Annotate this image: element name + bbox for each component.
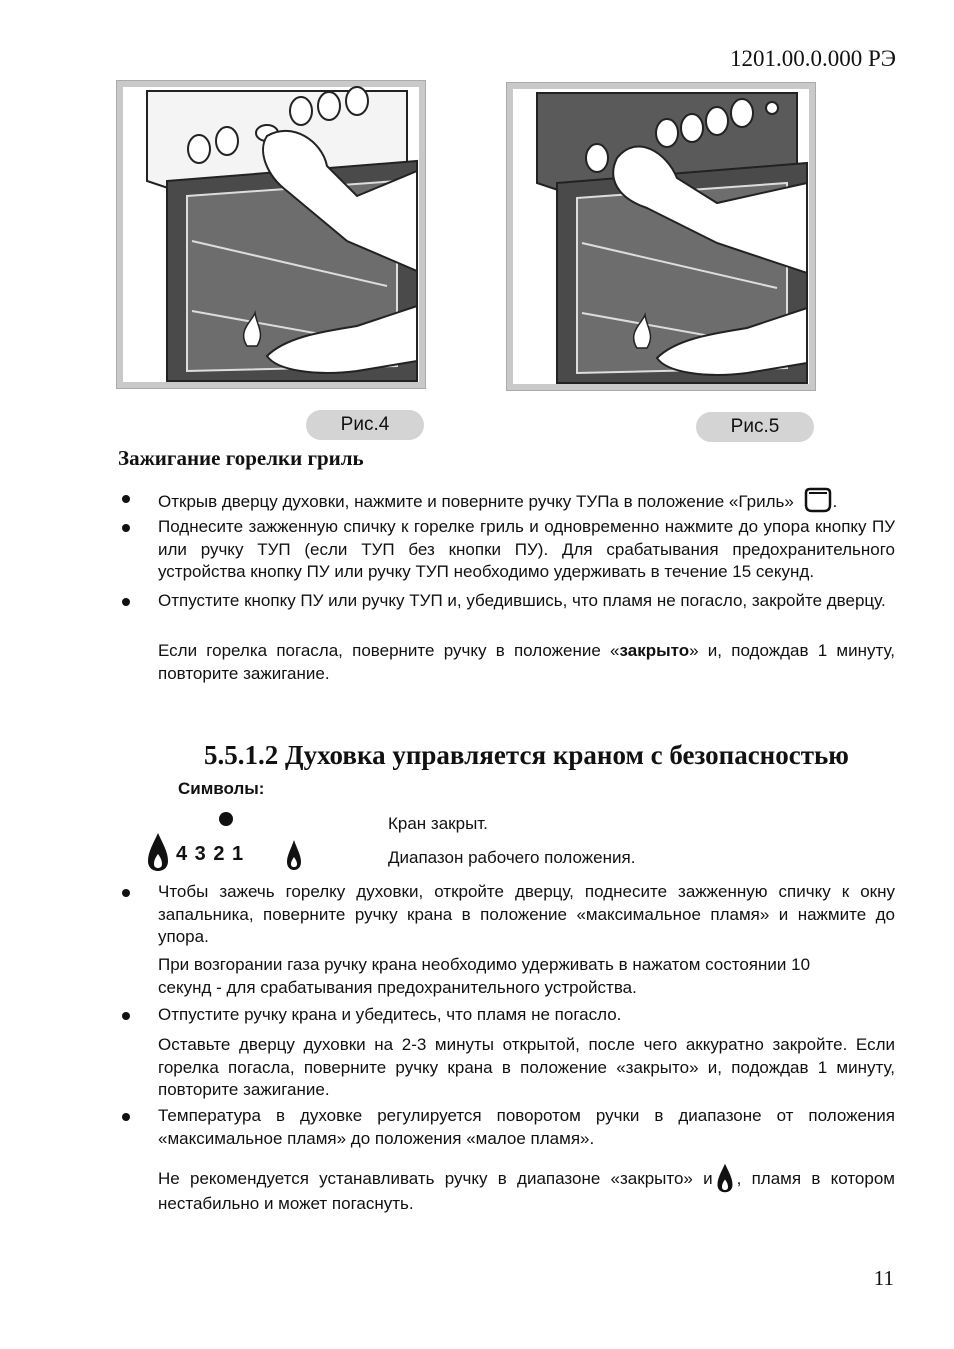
max-flame-icon (147, 832, 169, 872)
bullet-dot (122, 889, 130, 897)
bullet-dot (122, 598, 130, 606)
grill-symbol-icon (803, 487, 833, 513)
grill-relight-note (158, 640, 895, 685)
section-title: 5.5.1.2 Духовка управляется краном с безопасностью (204, 740, 849, 770)
oven-bullet-1 (118, 881, 895, 949)
min-flame-icon (286, 839, 302, 871)
page-number: 11 (873, 1266, 894, 1290)
min-flame-inline-icon (714, 1163, 736, 1193)
symbol-range-desc: Диапазон рабочего положения. (388, 848, 636, 867)
grill-bullet-1-body: Открыв дверцу духовки, нажмите и поверните ручку ТУПа в положение «Гриль» (158, 492, 794, 511)
grill-ignition-heading: Зажигание горелки гриль (118, 446, 364, 470)
grill-bullet-3 (118, 590, 895, 613)
figure-4-illustration (116, 80, 426, 389)
grill-bullet-1-end: . (832, 492, 838, 511)
grill-bullet-2 (118, 516, 895, 584)
oven-bullet-2 (118, 1004, 895, 1027)
bullet-dot (122, 495, 130, 503)
oven-bullet-1-text: Чтобы зажечь горелку духовки, откройте дверцу, поднесите зажженную спичку к окну запальника, поверните ручку крана в положение «максимальное пламя» и нажмите до упора. (158, 882, 895, 946)
document-code: 1201.00.0.000 РЭ (730, 46, 896, 71)
grill-bullet-1 (118, 487, 895, 514)
working-range-digits: 4 3 2 1 (176, 843, 245, 865)
oven-para-3-before: Не рекомендуется устанавливать ручку в диапазоне «закрыто» и (158, 1169, 713, 1188)
oven-grill-ignition-illustration-1 (117, 81, 425, 388)
oven-para-2: Оставьте дверцу духовки на 2-3 минуты открытой, после чего аккуратно закройте. Если горелка погасла, поверните ручку крана в положение «закрыто» и, подождав 1 минуту, повторите зажигание. (158, 1035, 895, 1099)
symbol-closed-desc: Кран закрыт. (388, 814, 488, 833)
oven-para-1: При возгорании газа ручку крана необходимо удерживать в нажатом состоянии 10 секунд - для срабатывания предохранительного устройства. (158, 955, 811, 997)
oven-bullet-3 (118, 1105, 895, 1150)
figure-4-caption: Рис.4 (306, 410, 424, 440)
figure-5-caption: Рис.5 (696, 412, 814, 442)
oven-bullet-2-text: Отпустите ручку крана и убедитесь, что пламя не погасло. (158, 1005, 622, 1024)
figure-5-illustration (506, 82, 816, 391)
bullet-dot (122, 1113, 130, 1121)
closed-dot-symbol-icon (218, 811, 234, 827)
bullet-dot (122, 1012, 130, 1020)
grill-bullet-3-text: Отпустите кнопку ПУ или ручку ТУП и, убедившись, что пламя не погасло, закройте дверцу. (158, 591, 886, 610)
grill-note-bold: закрыто (619, 641, 690, 660)
grill-note-after: » и, подождав 1 минуту, повторите зажигание. (158, 641, 896, 683)
grill-note-before: Если горелка погасла, поверните ручку в положение « (158, 641, 620, 660)
symbols-label: Символы: (178, 779, 265, 798)
oven-grill-ignition-illustration-2 (507, 83, 815, 390)
oven-bullet-3-text: Температура в духовке регулируется поворотом ручки в диапазоне от положения «максимальное пламя» до положения «малое пламя». (158, 1106, 895, 1148)
oven-para-3 (158, 1163, 895, 1216)
grill-bullet-2-text: Поднесите зажженную спичку к горелке гриль и одновременно нажмите до упора кнопку ПУ или ручку ТУП (если ТУП без кнопки ПУ). Для срабатывания предохранительного устройства кнопку ПУ или ручку ТУП необходимо удерживать в течение 15 секунд. (158, 517, 895, 581)
bullet-dot (122, 524, 130, 532)
oven-para-3-after: , пламя в котором нестабильно и может погаснуть. (158, 1169, 895, 1213)
grill-bullet-1-text (158, 487, 895, 514)
